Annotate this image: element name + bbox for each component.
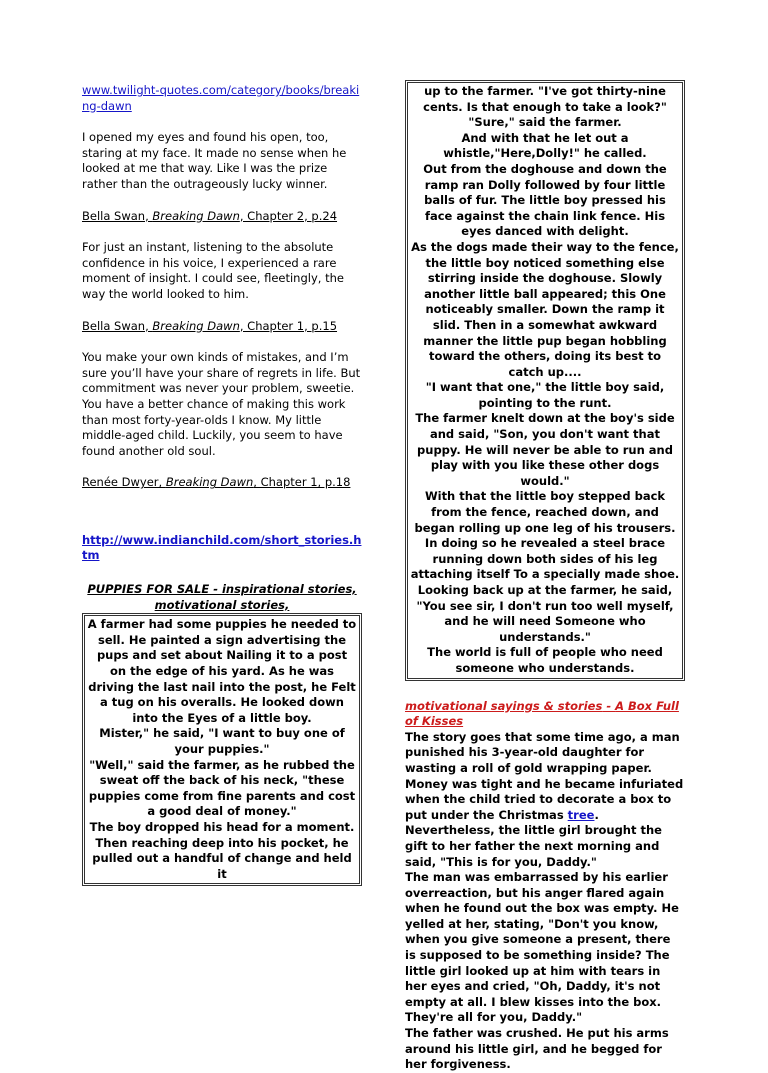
left-column [82, 83, 362, 886]
box-of-kisses-story [405, 730, 685, 1073]
puppies-story-box [82, 613, 362, 886]
box-paragraph: "Well," said the farmer, as he rubbed the sweat off the back of his neck, "these puppies come from fine parents and cost a good deal of money." [88, 757, 356, 819]
citation-3: Renée Dwyer, Breaking Dawn, Chapter 1, p.18 [82, 475, 351, 490]
box-paragraph: The boy dropped his head for a moment. Then reaching deep into his pocket, he pulled out a handful of change and held it [89, 819, 355, 881]
box-paragraph: The world is full of people who need someone who understands. [427, 645, 663, 675]
quote-1: I opened my eyes and found his open, too, staring at my face. It made no sense when he looked at me that way. Like I was the prize rather than the outrageously lucky winner. [82, 130, 347, 191]
box-paragraph: up to the farmer. "I've got thirty-nine cents. Is that enough to take a look?" [423, 84, 667, 114]
box-of-kisses-heading[interactable]: motivational sayings & stories - A Box Full of Kisses [405, 698, 679, 729]
indianchild-link[interactable]: http://www.indianchild.com/short_stories.htm [82, 532, 362, 563]
puppies-heading: PUPPIES FOR SALE - inspirational stories, motivational stories, [87, 582, 357, 612]
box-paragraph: The farmer knelt down at the boy's side and said, "Son, you don't want that puppy. He will never be able to run and play with you like these other dogs would." [415, 411, 675, 488]
citation-1: Bella Swan, Breaking Dawn, Chapter 2, p.24 [82, 208, 338, 223]
twilight-quotes-link[interactable]: www.twilight-quotes.com/category/books/breaking-dawn [82, 83, 360, 113]
story-paragraph: Nevertheless, the little girl brought the gift to her father the next morning and said, "This is for you, Daddy." [405, 823, 662, 869]
tree-link[interactable]: tree [567, 807, 595, 822]
story-paragraph: The man was embarrassed by his earlier overreaction, but his anger flared again when he found out the box was empty. He yelled at her, stating, "Don't you know, when you give someone a present, there is supposed to be something inside? The little girl looked up at him with tears in her eyes and cried, "Oh, Daddy, it's not empty at all. I blew kisses into the box. They're all for you, Daddy." [405, 870, 679, 1025]
citation-2: Bella Swan, Breaking Dawn, Chapter 1, p.15 [82, 318, 338, 333]
box-paragraph: And with that he let out a whistle,"Here,Dolly!" he called. [443, 130, 647, 161]
quote-3: You make your own kinds of mistakes, and I’m sure you’ll have your share of regrets in life. But commitment was never your problem, sweetie. You have a better chance of making this work than most forty-year-olds I know. My little middle-aged child. Luckily, you seem to have found another old soul. [82, 350, 361, 458]
box-paragraph: As the dogs made their way to the fence, the little boy noticed something else stirring inside the doghouse. Slowly another little ball appeared; this One noticeably smaller. Down the ramp it slid. Then in a somewhat awkward manner the little pup began hobbling toward the others, doing its best to catch up.... [411, 239, 679, 379]
box-paragraph: A farmer had some puppies he needed to sell. He painted a sign advertising the pups and set about Nailing it to a post on the edge of his yard. As he was driving the last nail into the post, he Felt a tug on his overalls. He looked down into the Eyes of a little boy. [87, 617, 357, 725]
quote-2: For just an instant, listening to the absolute confidence in his voice, I experienced a rare moment of insight. I could see, fleetingly, the way the world looked to him. [82, 240, 344, 301]
box-paragraph: With that the little boy stepped back from the fence, reached down, and began rolling up one leg of his trousers. In doing so he revealed a steel brace running down both sides of his leg attaching itself To a specially made shoe. Looking back up at the farmer, he said, "You see sir, I don't run too well myself, and he will need Someone who understands." [410, 489, 680, 644]
right-column [405, 80, 685, 1073]
story-paragraph: The father was crushed. He put his arms around his little girl, and he begged for her forgiveness. [405, 1026, 669, 1072]
box-paragraph: "I want that one," the little boy said, pointing to the runt. [425, 380, 665, 410]
box-paragraph: Out from the doghouse and down the ramp ran Dolly followed by four little balls of fur. The little boy pressed his face against the chain link fence. His eyes danced with delight. [423, 161, 667, 239]
puppies-story-box-continued [405, 80, 685, 681]
story-paragraph: The story goes that some time ago, a man punished his 3-year-old daughter for wasting a roll of gold wrapping paper. Money was tight and he became infuriated when the child tried to decorate a box to put under the Christmas tree. [405, 729, 684, 822]
box-paragraph: Mister," he said, "I want to buy one of your puppies." [99, 726, 345, 756]
box-paragraph: "Sure," said the farmer. [468, 115, 622, 130]
